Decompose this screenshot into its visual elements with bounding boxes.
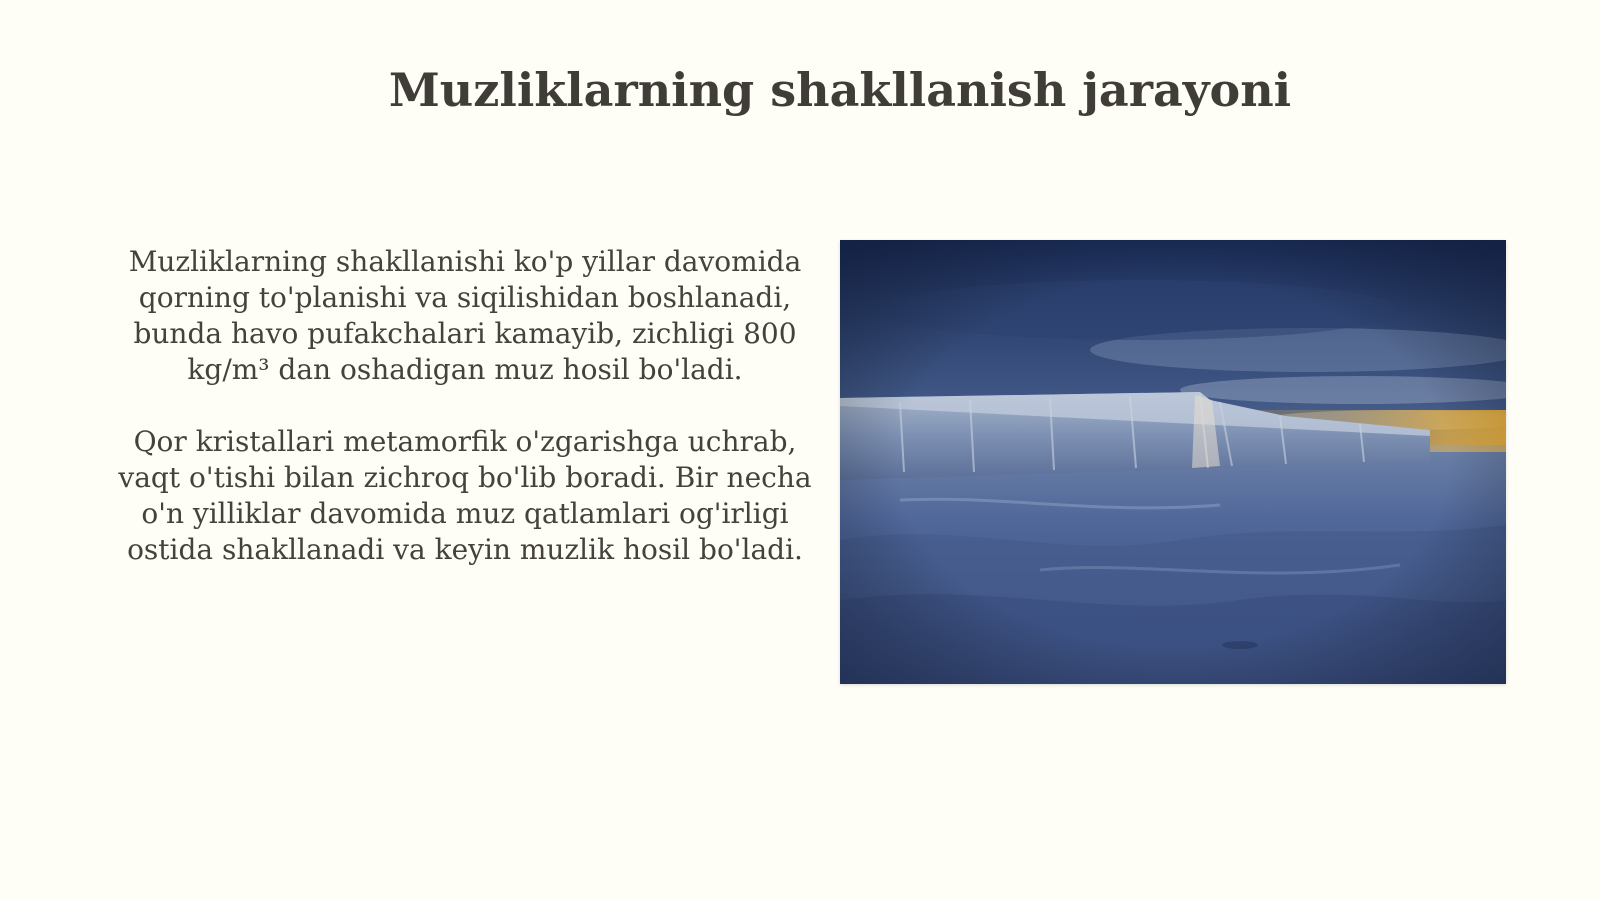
paragraph-2: Qor kristallari metamorfik o'zgarishga uchrab, vaqt o'tishi bilan zichroq bo'lib boradi. Bir necha o'n yilliklar davomida muz qatlamlari og'irligi ostida shakllanadi va keyin muzlik hosil bo'ladi. — [118, 425, 812, 566]
slide-body — [100, 244, 830, 604]
paragraph-1: Muzliklarning shakllanishi ko'p yillar davomida qorning to'planishi va siqilishidan boshlanadi, bunda havo pufakchalari kamayib, zichligi 800 kg/m³ dan oshadigan muz hosil bo'ladi. — [128, 245, 802, 386]
glacier-photo-icon — [840, 240, 1506, 684]
slide-title: Muzliklarning shakllanish jarayoni — [388, 63, 1292, 117]
glacier-photo — [840, 240, 1506, 684]
